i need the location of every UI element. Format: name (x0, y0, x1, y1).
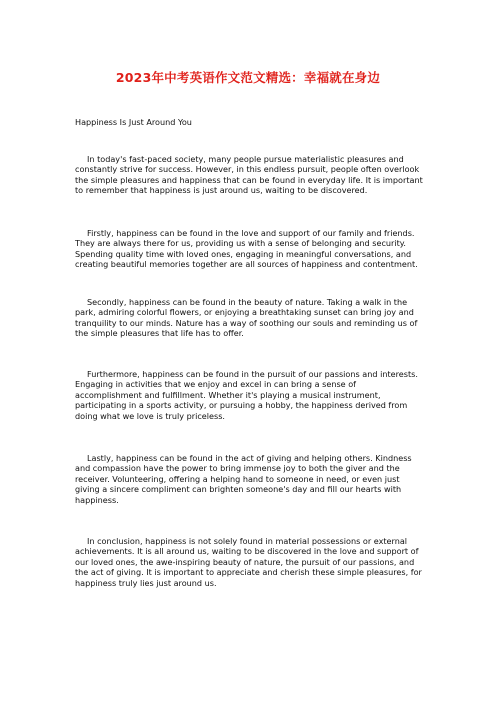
paragraph-giving: Lastly, happiness can be found in the act of giving and helping others. Kindness and compassion have the power to bring immense joy to both the giver and the receiver. Volunteering, offering a helping hand to someone in need, or even just giving a sincere compliment can brighten someone's day and fill our hearts with happiness. (75, 453, 412, 505)
paragraph-conclusion: In conclusion, happiness is not solely found in material possessions or external achievements. It is all around us, waiting to be discovered in the love and support of our loved ones, the awe-inspiring beauty of nature, the pursuit of our passions, and the act of giving. It is important to appreciate and cherish these simple pleasures, for happiness truly lies just around us. (75, 536, 422, 588)
essay-title: Happiness Is Just Around You (75, 117, 192, 127)
paragraph-family-friends: Firstly, happiness can be found in the love and support of our family and friends. They are always there for us, providing us with a sense of belonging and security. Spending quality time with loved ones, engaging in meaningful conversations, and creating beautiful memories together are all sources of happiness and contentment. (75, 228, 418, 270)
paragraph-introduction: In today's fast-paced society, many people pursue materialistic pleasures and constantly strive for success. However, in this endless pursuit, people often overlook the simple pleasures and happiness that can be found in everyday life. It is important to remember that happiness is just around us, waiting to be discovered. (75, 154, 423, 196)
paragraph-nature: Secondly, happiness can be found in the beauty of nature. Taking a walk in the park, admiring colorful flowers, or enjoying a breathtaking sunset can bring joy and tranquility to our minds. Nature has a way of soothing our souls and reminding us of the simple pleasures that life has to offer. (75, 297, 418, 339)
document-title: 2023年中考英语作文范文精选：幸福就在身边 (115, 70, 381, 85)
paragraph-passions: Furthermore, happiness can be found in the pursuit of our passions and interests. Engaging in activities that we enjoy and excel in can bring a sense of accomplishment and fulfillment. Whether it's playing a musical instrument, participating in a sports activity, or pursuing a hobby, the happiness derived from doing what we love is truly priceless. (75, 369, 418, 421)
